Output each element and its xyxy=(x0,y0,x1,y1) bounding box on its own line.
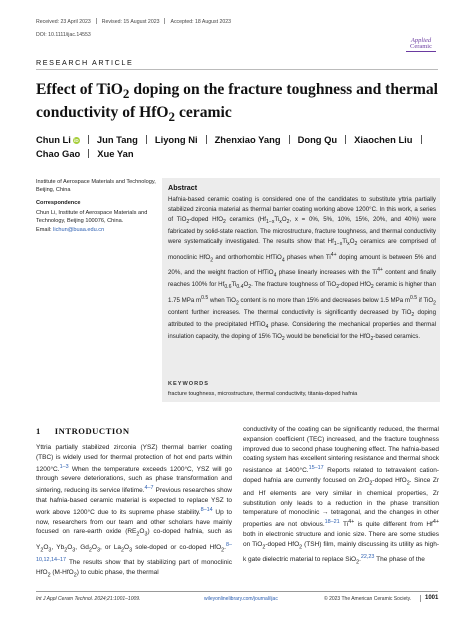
keywords-text: fracture toughness, microstructure, thermal conductivity, titania-doped hafnia xyxy=(168,391,358,397)
author-divider xyxy=(206,135,207,144)
author-divider xyxy=(345,135,346,144)
journal-logo xyxy=(406,38,436,52)
revised-date: Revised: 15 August 2023 xyxy=(101,19,160,25)
date-divider xyxy=(164,18,165,24)
author-list xyxy=(36,133,456,161)
orcid-icon[interactable]: iD xyxy=(74,138,79,143)
footer-citation: Int J Appl Ceram Technol. 2024;21:1001–1009. xyxy=(36,596,141,602)
author[interactable]: Dong Qu xyxy=(297,134,338,145)
author[interactable]: Chun Li iD xyxy=(36,134,79,145)
footer-url[interactable]: wileyonlinelibrary.com/journal/ijac xyxy=(204,596,278,602)
abstract-text: Hafnia-based ceramic coating is considered one of the candidates to substitute yttria partially stabilized zirconia material as thermal barrier coating working above 1200°C. In this work, a series of TiO$_2$-doped HfO$_2$ ceramics ($Hf_{1-x}Ti_xO_2$, x = 0%, 5%, 10%, 15%, 20%, and 40%) were fabricated by solid-state reaction. The microstructure, fracture toughness, and thermal conductivity were systematically investigated. The results show that $Hf_{1-x}Ti_xO_2$ ceramics are comprised of monoclinic HfO$_2$ and orthorhombic HfTiO$_4$ phases when $Ti^{4+}$ doping amount is between 5% and 20%, and the weight fraction of HfTiO$_4$ phase linearly increases with the $Ti^{4+}$ content and finally reaches 100% for $Hf_{0.6}Ti_{0.4}O_2$. The fracture toughness of TiO$_2$-doped HfO$_2$ ceramic is higher than 1.75 MPa $m^{0.5}$ when TiO$_2$ content is no more than 15% and decreases below 1.5 MPa $m^{0.5}$ if TiO$_2$ content further increases. The thermal conductivity is significantly decreased by TiO$_2$ doping attributed to the precipitated HfTiO$_4$ phase. Considering the mechanical properties and thermal insulation capacity, the doping of 15% TiO$_2$ would be beneficial for the HfO$_2$-based ceramics. xyxy=(168,196,437,343)
body-column-left: Yttria partially stabilized zirconia (YSZ) thermal barrier coating (TBC) is widely used for thermal protection of hot end parts within 1200°C.$^{1-3}$ When the temperature exceeds 1200°C, YSZ will go through severe deteriorations, such as phase transformation and sintering, reducing its service lifetime.$^{4-7}$ Previous researches show that hafnia-based ceramic material is expected to replace YSZ to work above 1200°C due to its supreme phase stability.$^{8-14}$ Up to now, researchers from our team and other scholars have mainly focused on rare-earth oxide $(RE_2O_3)$ co-doped hafnia, such as $Y_2O_3$, $Yb_2O_3$, $Gd_2O_3$, or $La_2O_3$ sole-doped or co-doped HfO$_2$.$^{8-10,12,14-17}$ The results show that by stabilizing part of monoclinic HfO$_2$ (M-HfO$_2$) to cubic phase, the thermal xyxy=(36,444,233,578)
author[interactable]: Xiaochen Liu xyxy=(354,134,413,145)
journal-logo-bar xyxy=(406,51,436,52)
email-link[interactable]: lichun@buaa.edu.cn xyxy=(53,226,105,233)
doi[interactable]: DOI: 10.1111/ijac.14553 xyxy=(36,32,91,38)
author-divider xyxy=(88,149,89,158)
author[interactable]: Liyong Ni xyxy=(154,134,198,145)
section-heading xyxy=(36,426,130,436)
paper-title: Effect of TiO$_2$ doping on the fracture toughness and thermal conductivity of HfO$_2$ ceramic xyxy=(36,81,438,125)
author-divider xyxy=(421,135,422,144)
accepted-date: Accepted: 18 August 2023 xyxy=(170,19,232,25)
body-column-right: conductivity of the coating can be significantly reduced, the thermal expansion coefficient (TEC) increased, and the fracture toughness improved due to second phase toughening effect. The hafnia-based coating system has excellent sintering resistance and thermal shock resistance at 1400°C.$^{15-17}$ Reports related to tetravalent cation-doped hafnia are currently focused on ZrO$_2$-doped HfO$_2$. Since Zr and Hf elements are very similar in chemical properties, Zr substitution only leads to a reduction in the phase transition temperature of monoclinic → tetragonal, and the changes in other properties are not obvious.$^{18-21}$ $Ti^{4+}$ is quite different from $Hf^{4+}$ both in electronic structure and ionic size. There are some studies on TiO$_2$-doped HfO$_2$ (TSH) film, mainly discussing its utility as high-k gate dielectric material to replace SiO$_2$.$^{22,23}$ The phase of the xyxy=(243,426,440,566)
section-title: INTRODUCTION xyxy=(54,426,130,436)
section-number: 1 xyxy=(36,426,41,436)
date-divider xyxy=(96,18,97,24)
footer-divider xyxy=(36,591,438,592)
article-type-label: RESEARCH ARTICLE xyxy=(36,58,134,67)
page-number: 1001 xyxy=(425,595,439,601)
author-divider xyxy=(289,135,290,144)
header-divider xyxy=(36,69,438,70)
journal-logo-line1: Applied xyxy=(410,37,432,44)
affiliation: Institute of Aerospace Materials and Technology, Beijing, China xyxy=(36,179,156,194)
author[interactable]: Zhenxiao Yang xyxy=(214,134,281,145)
author[interactable]: Chao Gao xyxy=(36,148,81,159)
received-date: Received: 23 April 2023 xyxy=(36,19,91,25)
journal-logo-line2: Ceramic xyxy=(409,43,433,50)
keywords-heading: KEYWORDS xyxy=(168,381,209,387)
footer-copyright: © 2023 The American Ceramic Society. xyxy=(324,596,412,602)
footer-page-divider xyxy=(420,595,421,602)
author[interactable]: Xue Yan xyxy=(97,148,134,159)
article-dates xyxy=(36,18,231,25)
author-divider xyxy=(146,135,147,144)
abstract-heading: Abstract xyxy=(168,183,198,192)
author-divider xyxy=(88,135,89,144)
correspondence-details: Chun Li, Institute of Aerospace Materials and Technology, Beijing 100076, China. Email: lichun@buaa.edu.cn xyxy=(36,210,148,233)
author[interactable]: Jun Tang xyxy=(96,134,138,145)
correspondence-heading: Correspondence xyxy=(36,200,81,206)
